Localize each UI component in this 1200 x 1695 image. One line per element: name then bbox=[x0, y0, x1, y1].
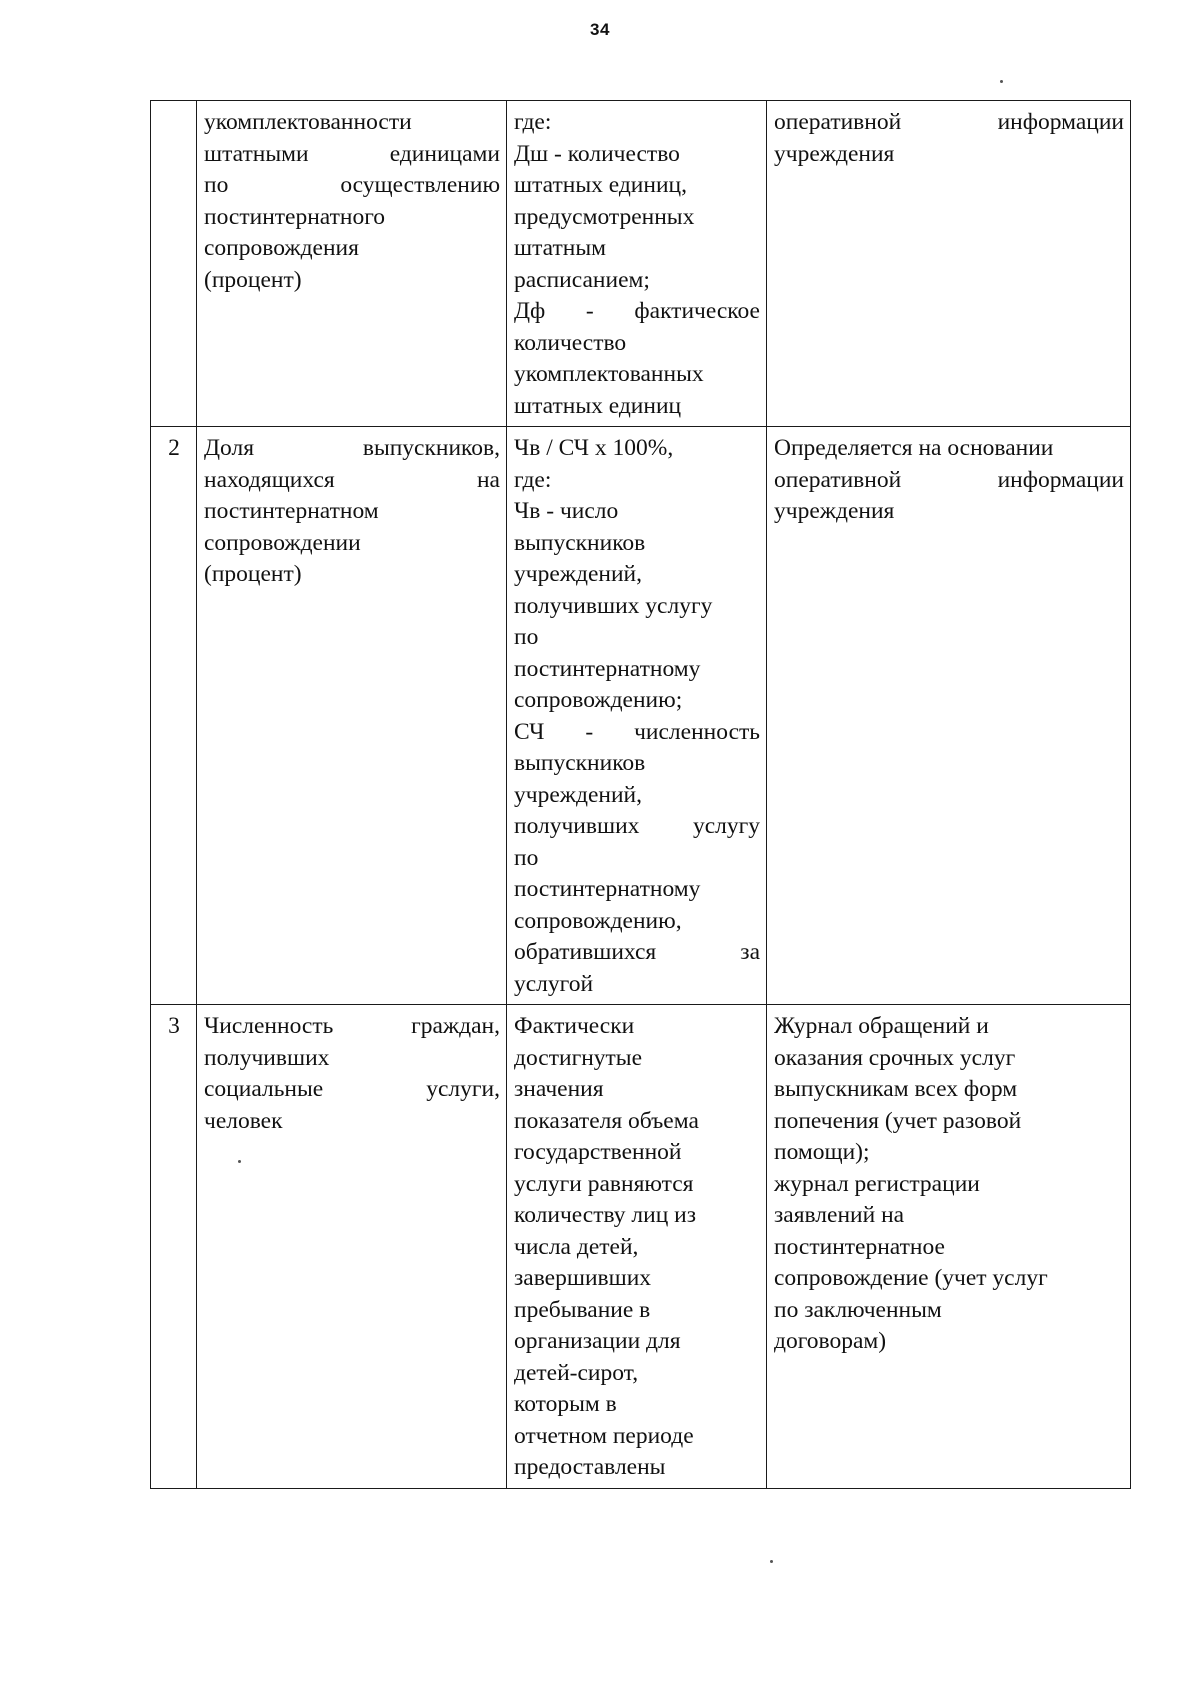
cell-text-word: численность bbox=[634, 718, 760, 745]
cell-text-line: которым в bbox=[514, 1391, 617, 1417]
row-number-cell: 3 bbox=[151, 1005, 197, 1489]
table-row bbox=[151, 427, 1131, 1005]
page-number: 34 bbox=[590, 20, 610, 39]
cell-text-line: человек bbox=[204, 1107, 283, 1134]
cell-text-line: постинтернатного bbox=[204, 203, 386, 230]
cell-text-line: постинтернатному bbox=[514, 655, 701, 682]
cell-text-line: сопровождение (учет услуг bbox=[774, 1265, 1048, 1291]
cell-text-line: пребывание в bbox=[514, 1296, 651, 1323]
cell-text-word: выпускников, bbox=[362, 435, 500, 461]
cell-text-line: договорам) bbox=[774, 1328, 887, 1354]
cell-text-line: расписанием; bbox=[514, 266, 650, 293]
cell-text-word: Дф bbox=[514, 298, 546, 324]
scan-speck bbox=[1000, 80, 1003, 83]
cell-text-word: услугу bbox=[692, 813, 760, 839]
cell-text-line: выпускников bbox=[514, 529, 646, 556]
cell-text-word: находящихся bbox=[204, 466, 335, 493]
formula-cell bbox=[507, 427, 767, 1005]
cell-text-word: СЧ bbox=[514, 718, 545, 745]
cell-text-word: Доля bbox=[204, 435, 255, 461]
cell-text-line: заявлений на bbox=[774, 1202, 905, 1228]
cell-text-line: значения bbox=[514, 1076, 604, 1102]
cell-text-line: штатных единиц bbox=[514, 392, 682, 419]
cell-text-word: за bbox=[740, 939, 760, 965]
cell-text-line: отчетном периоде bbox=[514, 1422, 694, 1449]
cell-text-line: числа детей, bbox=[514, 1233, 639, 1260]
cell-text-line: штатным bbox=[514, 235, 606, 261]
cell-text-line: постинтернатном bbox=[204, 498, 379, 524]
cell-text-word: информации bbox=[997, 109, 1124, 135]
cell-text-word: информации bbox=[997, 466, 1124, 493]
table-row bbox=[151, 101, 1131, 427]
cell-text-line bbox=[204, 433, 500, 465]
cell-text-line: достигнутые bbox=[514, 1044, 643, 1071]
cell-text-line: (процент) bbox=[204, 561, 302, 587]
cell-text-line: количеству лиц из bbox=[514, 1202, 697, 1228]
cell-text-line: выпускников bbox=[514, 750, 646, 776]
cell-text-word: Численность bbox=[204, 1013, 334, 1039]
cell-text-word: осуществлению bbox=[340, 172, 500, 198]
cell-text-line: учреждения bbox=[774, 140, 895, 167]
cell-text-line bbox=[204, 465, 500, 497]
cell-text-word: - bbox=[585, 298, 594, 324]
cell-text-line: постинтернатное bbox=[774, 1233, 945, 1260]
scan-speck bbox=[770, 1560, 773, 1563]
cell-text-line: завершивших bbox=[514, 1265, 652, 1291]
scan-speck bbox=[238, 1160, 241, 1163]
cell-text-word: оперативной bbox=[774, 466, 902, 493]
cell-text-line: укомплектованных bbox=[514, 361, 704, 387]
cell-text-line bbox=[204, 1011, 500, 1043]
source-cell bbox=[767, 101, 1131, 427]
cell-text-word: социальные bbox=[204, 1076, 324, 1102]
source-cell bbox=[767, 1005, 1131, 1489]
cell-text-line: детей-сирот, bbox=[514, 1359, 639, 1386]
cell-text-line bbox=[204, 1074, 500, 1106]
cell-text-line: помощи); bbox=[774, 1139, 870, 1165]
indicator-table bbox=[150, 100, 1131, 1489]
cell-text-line: где: bbox=[514, 109, 552, 135]
indicator-name-cell bbox=[197, 101, 507, 427]
cell-text-line: по bbox=[514, 844, 539, 871]
cell-text-line: выпускникам всех форм bbox=[774, 1076, 1018, 1102]
cell-text-line bbox=[514, 296, 760, 328]
formula-cell bbox=[507, 1005, 767, 1489]
cell-text-word: по bbox=[204, 172, 229, 198]
cell-text-word: оперативной bbox=[774, 109, 902, 135]
cell-text-word: граждан, bbox=[411, 1013, 500, 1039]
cell-text-line: Чв - число bbox=[514, 498, 619, 524]
cell-text-line: Фактически bbox=[514, 1013, 635, 1039]
cell-text-line: оказания срочных услуг bbox=[774, 1044, 1016, 1071]
cell-text-line: сопровождении bbox=[204, 529, 361, 556]
source-cell bbox=[767, 427, 1131, 1005]
cell-text-line: (процент) bbox=[204, 266, 302, 293]
cell-text-line: получивших услугу bbox=[514, 592, 713, 619]
cell-text-line: где: bbox=[514, 466, 552, 493]
cell-text-line: количество bbox=[514, 329, 627, 356]
cell-text-line: сопровождения bbox=[204, 235, 359, 261]
cell-text-line: Дш - количество bbox=[514, 140, 680, 167]
cell-text-line: показателя объема bbox=[514, 1107, 699, 1134]
cell-text-line: Журнал обращений и bbox=[774, 1013, 989, 1039]
row-number-cell: 2 bbox=[151, 427, 197, 1005]
cell-text-line: журнал регистрации bbox=[774, 1170, 980, 1197]
cell-text-line bbox=[204, 170, 500, 202]
cell-text-line: организации для bbox=[514, 1328, 681, 1354]
cell-text-line: государственной bbox=[514, 1139, 682, 1165]
formula-cell bbox=[507, 101, 767, 427]
cell-text-line: учреждения bbox=[774, 498, 895, 524]
cell-text-line bbox=[514, 717, 760, 749]
cell-text-line bbox=[774, 107, 1124, 139]
cell-text-line: учреждений, bbox=[514, 781, 642, 808]
cell-text-word: обратившихся bbox=[514, 939, 657, 965]
cell-text-line: штатных единиц, bbox=[514, 172, 687, 198]
cell-text-word: штатными bbox=[204, 140, 309, 167]
cell-text-line: по bbox=[514, 624, 539, 650]
cell-text-line: укомплектованности bbox=[204, 109, 412, 135]
cell-text-line: предусмотренных bbox=[514, 203, 695, 230]
cell-text-line: учреждений, bbox=[514, 561, 642, 587]
cell-text-line bbox=[514, 811, 760, 843]
cell-text-line: постинтернатному bbox=[514, 876, 701, 902]
cell-text-line: сопровождению, bbox=[514, 907, 682, 934]
cell-text-line: услуги равняются bbox=[514, 1170, 694, 1197]
cell-text-line bbox=[774, 465, 1124, 497]
cell-text-word: на bbox=[476, 466, 500, 493]
table-body bbox=[151, 101, 1131, 1489]
cell-text-word: фактическое bbox=[634, 298, 760, 324]
cell-text-word: получивших bbox=[514, 813, 640, 839]
cell-text-line: по заключенным bbox=[774, 1296, 942, 1323]
cell-text-line: предоставлены bbox=[514, 1454, 666, 1480]
cell-text-line: Чв / СЧ x 100%, bbox=[514, 435, 674, 461]
cell-text-word: услуги, bbox=[426, 1076, 500, 1102]
cell-text-line bbox=[514, 937, 760, 969]
cell-text-line: Определяется на основании bbox=[774, 435, 1054, 461]
cell-text-line: попечения (учет разовой bbox=[774, 1107, 1022, 1134]
row-number-cell bbox=[151, 101, 197, 427]
cell-text-line bbox=[204, 139, 500, 171]
cell-text-line: сопровождению; bbox=[514, 687, 683, 713]
cell-text-word: - bbox=[585, 718, 594, 745]
cell-text-word: единицами bbox=[389, 140, 500, 167]
indicator-name-cell bbox=[197, 427, 507, 1005]
cell-text-line: получивших bbox=[204, 1044, 330, 1071]
table-row bbox=[151, 1005, 1131, 1489]
cell-text-line: услугой bbox=[514, 970, 594, 997]
indicator-name-cell bbox=[197, 1005, 507, 1489]
